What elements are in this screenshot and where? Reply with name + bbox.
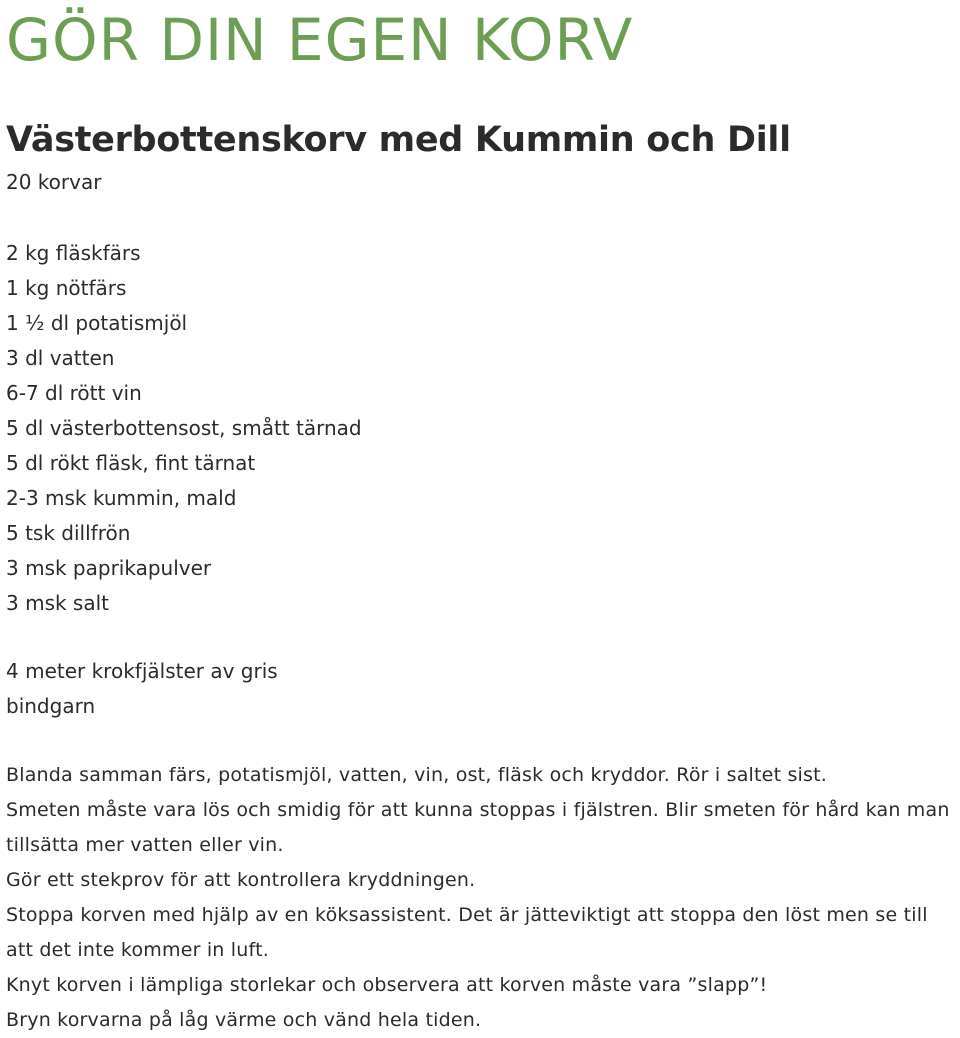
instruction-step: Bryn korvarna på låg värme och vänd hela tiden.: [6, 1009, 482, 1031]
equipment-item: 4 meter krokfjälster av gris: [6, 659, 278, 683]
instruction-step: Stoppa korven med hjälp av en köksassistent. Det är jätteviktigt att stoppa den löst men se till att det inte kommer in luft.: [6, 904, 928, 961]
recipe-title: Västerbottenskorv med Kummin och Dill: [6, 120, 791, 160]
instruction-step: Smeten måste vara lös och smidig för att kunna stoppas i fjälstren. Blir smeten för hård kan man tillsätta mer vatten eller vin.: [6, 799, 950, 856]
ingredient-list: [6, 236, 362, 621]
ingredient-item: 5 dl rökt fläsk, fint tärnat: [6, 451, 256, 475]
recipe-servings: 20 korvar: [6, 170, 102, 194]
ingredient-item: 3 msk paprikapulver: [6, 556, 212, 580]
page-title: GÖR DIN EGEN KORV: [6, 6, 634, 74]
equipment-item: bindgarn: [6, 694, 96, 718]
ingredient-item: 5 tsk dillfrön: [6, 521, 131, 545]
instructions: [6, 758, 960, 1038]
instruction-step: Gör ett stekprov för att kontrollera kryddningen.: [6, 869, 476, 891]
ingredient-item: 3 dl vatten: [6, 346, 115, 370]
ingredient-item: 2 kg fläskfärs: [6, 241, 141, 265]
equipment-list: [6, 654, 278, 724]
ingredient-item: 1 kg nötfärs: [6, 276, 127, 300]
ingredient-item: 6-7 dl rött vin: [6, 381, 142, 405]
ingredient-item: 3 msk salt: [6, 591, 109, 615]
ingredient-item: 1 ½ dl potatismjöl: [6, 311, 188, 335]
ingredient-item: 2-3 msk kummin, mald: [6, 486, 237, 510]
ingredient-item: 5 dl västerbottensost, smått tärnad: [6, 416, 362, 440]
instruction-step: Blanda samman färs, potatismjöl, vatten, vin, ost, fläsk och kryddor. Rör i saltet sist.: [6, 764, 828, 786]
instruction-step: Knyt korven i lämpliga storlekar och observera att korven måste vara ”slapp”!: [6, 974, 768, 996]
